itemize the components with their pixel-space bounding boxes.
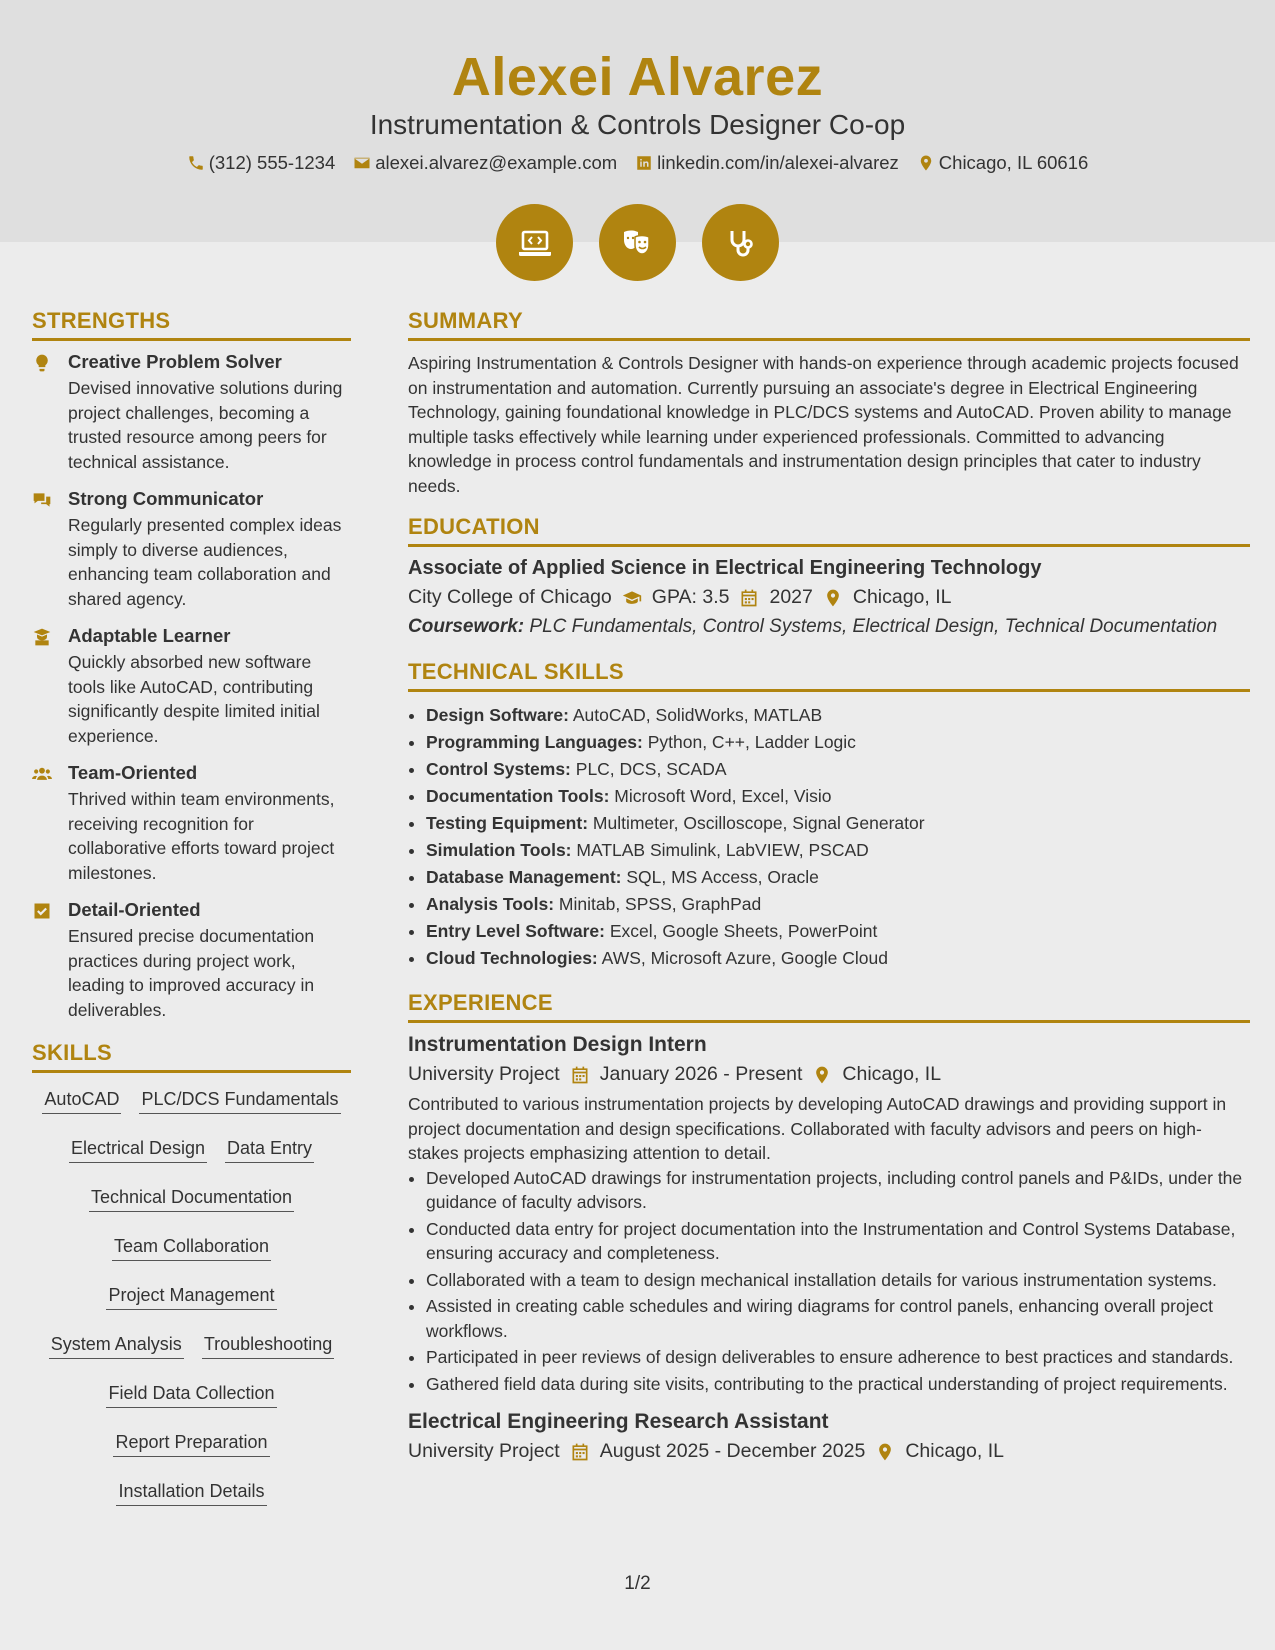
- tskill-label: Cloud Technologies:: [426, 948, 598, 968]
- stethoscope-icon: [721, 223, 761, 263]
- tskill-label: Control Systems:: [426, 759, 571, 779]
- right-column: [408, 308, 1250, 1469]
- technical-skills-list: [408, 702, 1250, 972]
- tskill-label: Simulation Tools:: [426, 840, 572, 860]
- skill-tag: Team Collaboration: [112, 1236, 271, 1261]
- contact-phone[interactable]: [187, 152, 336, 174]
- tskill-label: Database Management:: [426, 867, 622, 887]
- tskill-value: AWS, Microsoft Azure, Google Cloud: [601, 948, 888, 968]
- list-item: [426, 702, 1250, 729]
- skill-tag: Data Entry: [225, 1138, 314, 1163]
- theater-masks-icon: [618, 223, 658, 263]
- strength-text: Thrived within team environments, receiving recognition for collaborative efforts toward project milestones.: [68, 789, 335, 883]
- list-item: • Collaborated with a team to design mechanical installation details for various instrumentation systems.: [426, 1268, 1250, 1293]
- calendar-icon: [739, 588, 759, 608]
- skill-tag: Installation Details: [116, 1481, 266, 1506]
- list-item: [426, 729, 1250, 756]
- job-title: Instrumentation Design Intern: [408, 1033, 707, 1056]
- skill-tag: AutoCAD: [42, 1089, 121, 1114]
- skills-heading: SKILLS: [32, 1040, 351, 1073]
- education-heading: EDUCATION: [408, 514, 1250, 547]
- job-title: Electrical Engineering Research Assistant: [408, 1410, 829, 1433]
- tskill-value: Python, C++, Ladder Logic: [647, 732, 856, 752]
- candidate-title: Instrumentation & Controls Designer Co-op: [369, 109, 906, 140]
- strength-title: Adaptable Learner: [68, 625, 231, 646]
- tskill-value: Excel, Google Sheets, PowerPoint: [609, 921, 878, 941]
- experience-heading: EXPERIENCE: [408, 990, 1250, 1023]
- skills-list: [32, 1083, 351, 1506]
- skill-tag: System Analysis: [49, 1334, 184, 1359]
- linkedin-icon: [635, 154, 653, 172]
- map-pin-icon: [812, 1065, 832, 1085]
- list-item: [426, 837, 1250, 864]
- users-icon: [32, 764, 52, 784]
- contact-email[interactable]: [353, 152, 617, 174]
- tskill-value: AutoCAD, SolidWorks, MATLAB: [572, 705, 823, 725]
- hobby-icons: [0, 204, 1275, 281]
- contact-email-text: alexei.alvarez@example.com: [375, 152, 618, 173]
- list-item: • Assisted in creating cable schedules and wiring diagrams for control panels, enhancing overall project workflows.: [426, 1294, 1250, 1343]
- job-meta: [408, 1063, 1250, 1086]
- laptop-code-icon: [515, 223, 555, 263]
- summary-heading: SUMMARY: [408, 308, 1250, 341]
- strength-title: Team-Oriented: [68, 762, 198, 783]
- job-dates: January 2026 - Present: [599, 1063, 803, 1085]
- skill-tag: Troubleshooting: [202, 1334, 334, 1359]
- strength-item: [32, 899, 351, 1022]
- tskill-label: Documentation Tools:: [426, 786, 610, 806]
- tskill-value: Microsoft Word, Excel, Visio: [614, 786, 832, 806]
- contact-location-text: Chicago, IL 60616: [938, 152, 1089, 173]
- envelope-icon: [353, 154, 371, 172]
- tskill-value: PLC, DCS, SCADA: [575, 759, 727, 779]
- left-column: [32, 308, 351, 1506]
- strength-text: Quickly absorbed new software tools like AutoCAD, contributing significantly despite limited initial experience.: [68, 652, 320, 746]
- list-item: [426, 810, 1250, 837]
- list-item: • Gathered field data during site visits, contributing to the practical understanding of project requirements.: [426, 1372, 1250, 1397]
- list-item: • Developed AutoCAD drawings for instrumentation projects, including control panels and P&IDs, under the guidance of faculty advisors.: [426, 1166, 1250, 1215]
- strength-item: [32, 351, 351, 474]
- technical-skills-heading: TECHNICAL SKILLS: [408, 659, 1250, 692]
- list-item: • Conducted data entry for project documentation into the Instrumentation and Control Systems Database, ensuring accuracy and completeness.: [426, 1217, 1250, 1266]
- strength-text: Regularly presented complex ideas simply to diverse audiences, enhancing team collaboration and shared agency.: [68, 515, 342, 609]
- list-item: [426, 756, 1250, 783]
- tskill-value: Minitab, SPSS, GraphPad: [558, 894, 762, 914]
- skill-tag: Report Preparation: [113, 1432, 269, 1457]
- education-coursework: [408, 615, 1250, 639]
- coursework-text: PLC Fundamentals, Control Systems, Electrical Design, Technical Documentation: [529, 616, 1218, 637]
- tskill-label: Design Software:: [426, 705, 569, 725]
- comments-icon: [32, 490, 52, 510]
- skill-tag: Electrical Design: [69, 1138, 207, 1163]
- strengths-heading: STRENGTHS: [32, 308, 351, 341]
- contact-linkedin[interactable]: [635, 152, 899, 174]
- job-location: Chicago, IL: [842, 1063, 942, 1085]
- list-item: [426, 783, 1250, 810]
- education-year: 2027: [769, 586, 813, 608]
- list-item: [426, 891, 1250, 918]
- map-pin-icon: [823, 588, 843, 608]
- contact-phone-text: (312) 555-1234: [208, 152, 336, 173]
- education-degree: Associate of Applied Science in Electrical Engineering Technology: [408, 557, 1042, 579]
- job-entry: [408, 1410, 1250, 1463]
- tskill-value: SQL, MS Access, Oracle: [626, 867, 819, 887]
- tskill-value: MATLAB Simulink, LabVIEW, PSCAD: [576, 840, 869, 860]
- calendar-icon: [570, 1065, 590, 1085]
- summary-text: Aspiring Instrumentation & Controls Designer with hands-on experience through academic projects focused on instrumentation and automation. Currently pursuing an associate's degree in Electrical Engineering Technology, gaining foundational knowledge in PLC/DCS systems and AutoCAD. Proven ability to manage multiple tasks effectively while learning under experienced professionals. Committed to advancing knowledge in process control fundamentals and instrumentation design principles that cater to industry needs.: [408, 353, 1239, 496]
- strength-text: Ensured precise documentation practices during project work, leading to improved accuracy in deliverables.: [68, 926, 315, 1020]
- coursework-label: Coursework:: [408, 616, 525, 637]
- hobby-theater: [599, 204, 676, 281]
- tskill-value: Multimeter, Oscilloscope, Signal Generator: [592, 813, 925, 833]
- page-number: 1/2: [624, 1573, 651, 1594]
- graduate-icon: [32, 627, 52, 647]
- strength-item: [32, 488, 351, 611]
- contact-linkedin-text: linkedin.com/in/alexei-alvarez: [657, 152, 899, 173]
- job-meta: [408, 1440, 1250, 1463]
- tskill-label: Testing Equipment:: [426, 813, 589, 833]
- job-dates: August 2025 - December 2025: [599, 1440, 866, 1462]
- strength-item: [32, 625, 351, 748]
- tskill-label: Programming Languages:: [426, 732, 643, 752]
- education-meta: [408, 586, 1250, 609]
- job-entry: [408, 1033, 1250, 1396]
- strength-title: Creative Problem Solver: [68, 351, 282, 372]
- map-pin-icon: [917, 154, 935, 172]
- calendar-icon: [570, 1442, 590, 1462]
- graduation-cap-icon: [622, 588, 642, 608]
- list-item: • Participated in peer reviews of design deliverables to ensure adherence to best practices and standards.: [426, 1345, 1250, 1370]
- tskill-label: Analysis Tools:: [426, 894, 555, 914]
- list-item: [426, 945, 1250, 972]
- check-square-icon: [32, 901, 52, 921]
- strength-title: Strong Communicator: [68, 488, 264, 509]
- job-org: University Project: [408, 1063, 560, 1085]
- education-school: City College of Chicago: [408, 586, 612, 608]
- lightbulb-icon: [32, 353, 52, 373]
- strength-item: [32, 762, 351, 885]
- skill-tag: Field Data Collection: [106, 1383, 276, 1408]
- phone-icon: [187, 154, 205, 172]
- tskill-label: Entry Level Software:: [426, 921, 605, 941]
- candidate-name: Alexei Alvarez: [451, 47, 824, 107]
- education-gpa: GPA: 3.5: [651, 586, 730, 608]
- skill-tag: Project Management: [106, 1285, 276, 1310]
- contact-location: [917, 152, 1088, 174]
- job-location: Chicago, IL: [905, 1440, 1004, 1462]
- hobby-medicine: [702, 204, 779, 281]
- map-pin-icon: [875, 1442, 895, 1462]
- list-item: [426, 864, 1250, 891]
- skill-tag: Technical Documentation: [89, 1187, 294, 1212]
- strength-text: Devised innovative solutions during project challenges, becoming a trusted resource among peers for technical assistance.: [68, 378, 343, 472]
- strength-title: Detail-Oriented: [68, 899, 201, 920]
- contact-bar: [0, 152, 1275, 174]
- job-bullets: [408, 1166, 1250, 1397]
- job-org: University Project: [408, 1440, 560, 1462]
- skill-tag: PLC/DCS Fundamentals: [139, 1089, 340, 1114]
- hobby-laptop: [496, 204, 573, 281]
- job-description: Contributed to various instrumentation projects by developing AutoCAD drawings and providing support in project documentation and design specifications. Collaborated with faculty advisors and peers on high-stakes projects emphasizing attention to detail.: [408, 1094, 1227, 1163]
- education-location: Chicago, IL: [852, 586, 952, 608]
- list-item: [426, 918, 1250, 945]
